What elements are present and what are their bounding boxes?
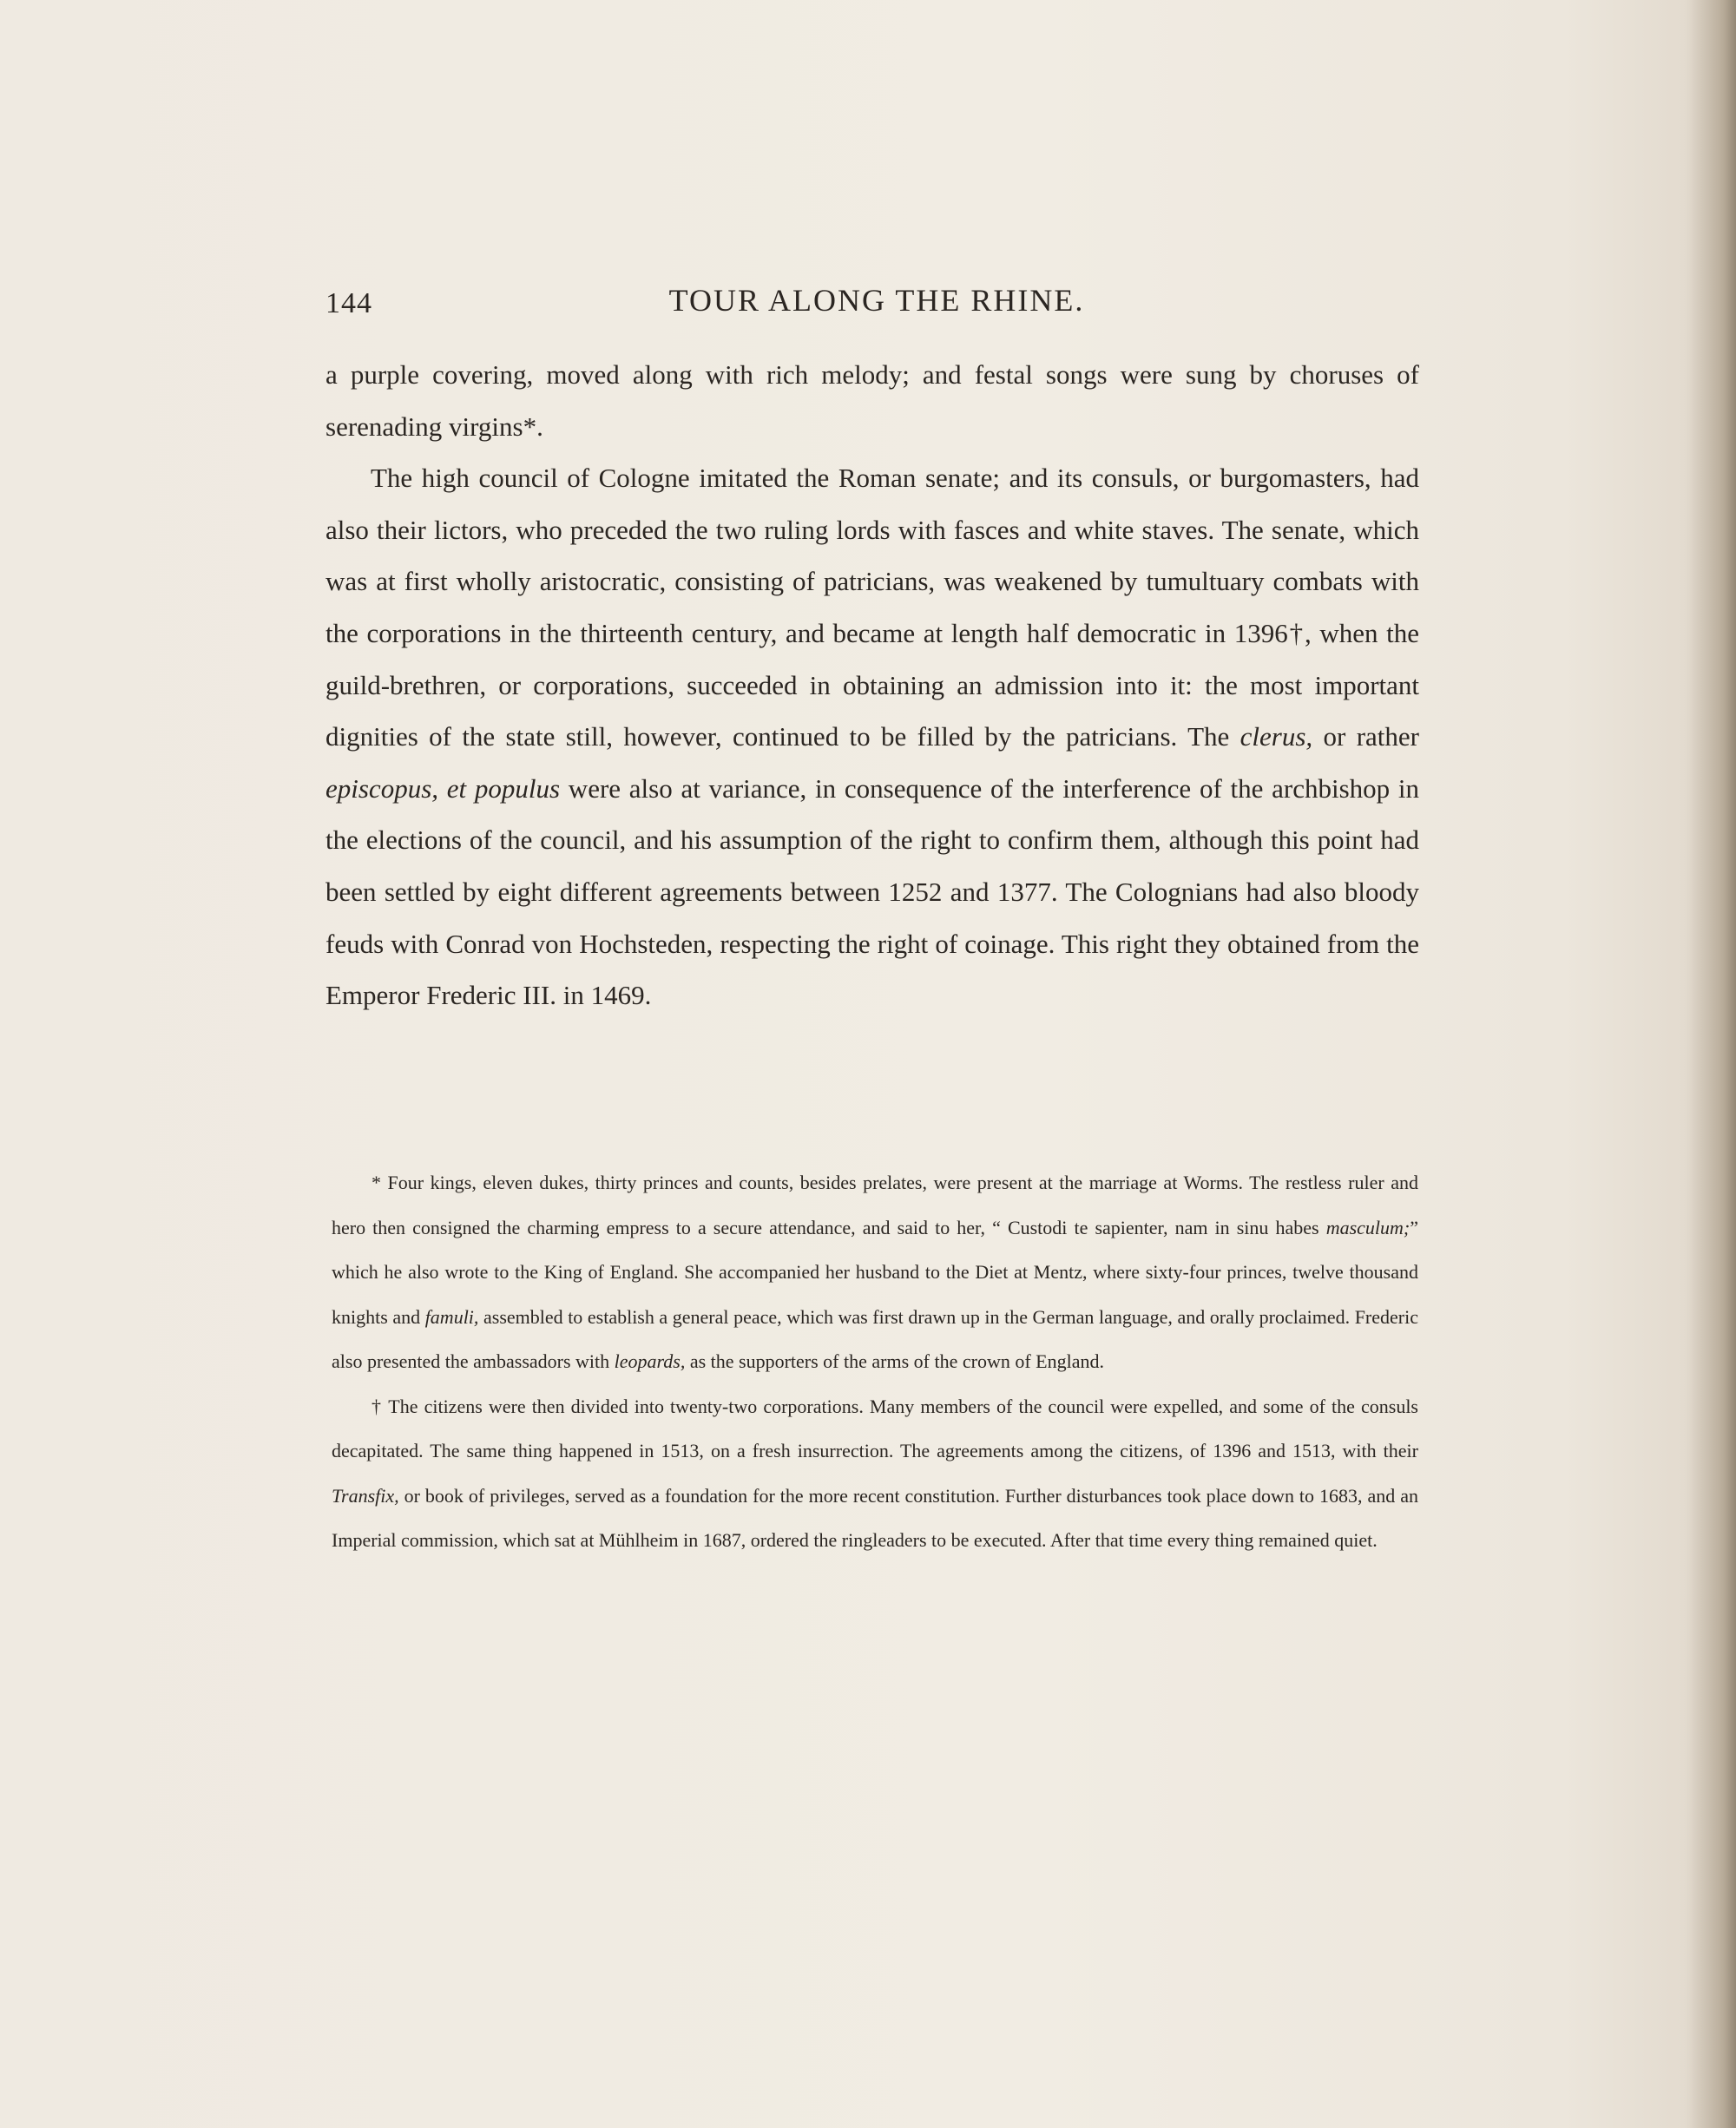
footnote-dagger (332, 1384, 1418, 1563)
text-run: or book of privileges, served as a foundation for the more recent constitution. Further disturbances took place down to 1683, and an Imperial commission, which sat at Mühlheim in 1687, ordered the ringleaders to be executed. After that time every thing remained quiet. (332, 1484, 1418, 1551)
page-number: 144 (326, 287, 372, 319)
paragraph-continued: a purple covering, moved along with rich melody; and festal songs were sung by choruses of serenading virgins*. (326, 359, 1419, 442)
italic-run: clerus, (1240, 721, 1313, 752)
italic-run: episcopus, et populus (326, 772, 561, 804)
footnotes (332, 1160, 1418, 1563)
text-run: or rather (1312, 721, 1419, 752)
italic-run: famuli, (424, 1305, 479, 1328)
text-run: were also at variance, in consequence of the interference of the archbishop in the elections of the council, and his assumption of the right to confirm them, although this point had been settled by eight different agreements between 1252 and 1377. The Colognians had also bloody feuds with Conrad von Hochsteden, respecting the right of coinage. This right they obtained from the Emperor Frederic III. in 1469. (326, 772, 1420, 1011)
page-header (326, 282, 1428, 331)
footnote-asterisk (332, 1160, 1418, 1384)
italic-run: masculum; (1325, 1216, 1410, 1238)
page-binding-edge (1689, 0, 1736, 2128)
text-run: as the supporters of the arms of the crown of England. (685, 1350, 1104, 1372)
italic-run: Transfix, (332, 1484, 399, 1507)
running-title: TOUR ALONG THE RHINE. (668, 283, 1085, 318)
italic-run: leopards, (614, 1350, 686, 1372)
text-run: * Four kings, eleven dukes, thirty princes and counts, besides prelates, were present at the marriage at Worms. The restless ruler and hero then consigned the charming empress to a secure attendance, and said to her, “ Custodi te sapienter, nam in sinu habes (332, 1172, 1418, 1238)
paragraph-cologne-council (326, 452, 1419, 1021)
main-text (326, 349, 1419, 1021)
text-run: ” which he also wrote to the King of England. She accompanied her husband to the Diet at Mentz, where sixty-four princes, twelve thousand knights and (332, 1216, 1418, 1328)
text-run: assembled to establish a general peace, which was first drawn up in the German language, and orally proclaimed. Frederic also presented the ambassadors with (332, 1305, 1418, 1372)
text-run: The high council of Cologne imitated the Roman senate; and its consuls, or burgomasters, had also their lictors, who preceded the two ruling lords with fasces and white staves. The senate, which was at first wholly aristocratic, consisting of patricians, was weakened by tumultuary combats with the corporations in the thirteenth century, and became at length half democratic in 1396†, when the guild-brethren, or corporations, succeeded in obtaining an admission into it: the most important dignities of the state still, however, continued to be filled by the patricians. The (326, 463, 1419, 752)
text-run: † The citizens were then divided into twenty-two corporations. Many members of the council were expelled, and some of the consuls decapitated. The same thing happened in 1513, on a fresh insurrection. The agreements among the citizens, of 1396 and 1513, with their (332, 1395, 1418, 1461)
